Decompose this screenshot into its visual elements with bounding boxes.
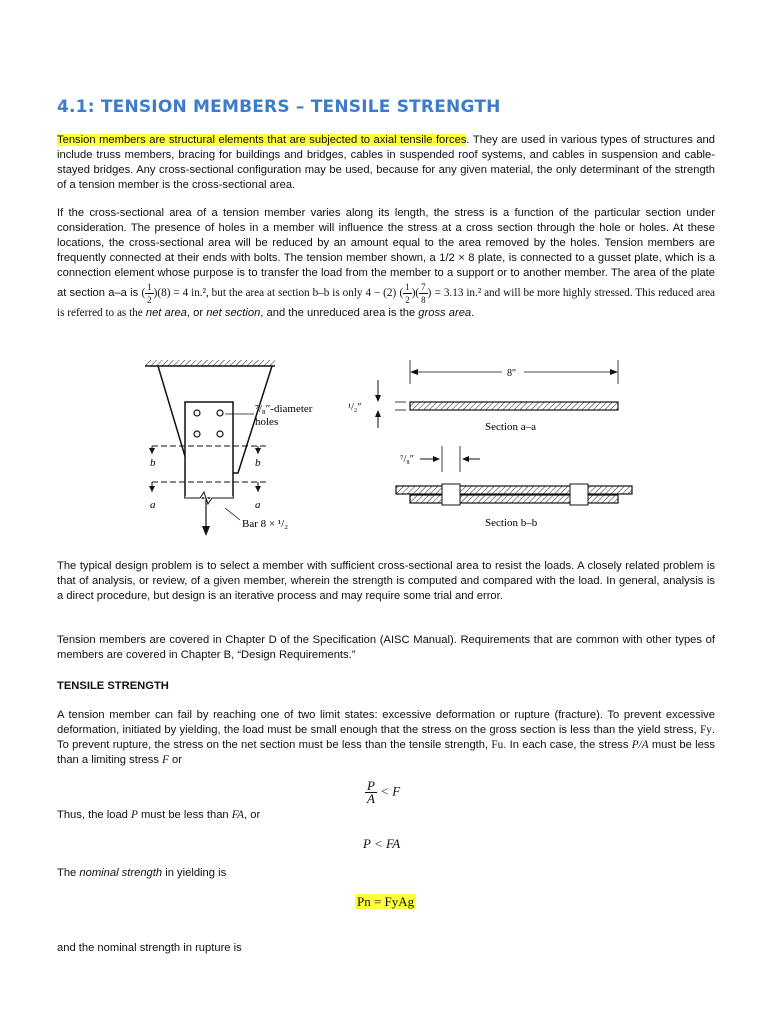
width-label: 8″ — [507, 368, 517, 379]
paragraph-yielding: The nominal strength in yielding is — [57, 867, 227, 879]
paragraph-design-problem: The typical design problem is to select a member with sufficient cross-sectional area to resist the loads. A closely related problem is that of analysis, or review, of a given member, wherein the strength is computed and compared with the load. In general, analysis is a direct procedure, but design is an iterative process and may require some trial and error. — [57, 560, 715, 602]
hole-label: ⁷/₈″-diameter — [255, 403, 313, 415]
bolt-hole-section — [442, 484, 460, 505]
tension-bar — [185, 402, 233, 498]
ceiling-support — [145, 360, 275, 366]
hole-dimension-label: ⁷/₈″ — [400, 454, 414, 465]
section-aa-caption: Section a–a — [485, 421, 537, 433]
paragraph-rupture: and the nominal strength in rupture is — [57, 942, 242, 954]
svg-text:b: b — [255, 457, 261, 469]
svg-text:b: b — [150, 457, 156, 469]
paragraph-load-limit: Thus, the load P must be less than FA, or — [57, 809, 261, 821]
bolt-hole-section — [570, 484, 588, 505]
bar-label: Bar 8 × ¹/₂ — [242, 518, 289, 530]
equation-nominal-yield: Pn = FyAg — [357, 894, 415, 909]
thickness-label: ¹/₂″ — [348, 402, 362, 413]
svg-text:a: a — [150, 499, 156, 511]
gusset-plate-section — [396, 486, 632, 494]
section-aa-plate — [410, 402, 618, 410]
equation-load-limit: P < FA — [363, 836, 401, 851]
fraction-product: ( $\frac{1}{2}$ )( $\frac{7}{8}$ ) — [399, 282, 432, 305]
paragraph-intro: Tension members are structural elements that are subjected to axial tensile forces. They are used in various types of structures and include truss members, bracing for buildings and bridges, cables in suspended roof systems, and cables in suspension and cable-stayed bridges. Any cross-sectional configuration may be used, because for any given material, the only determinant of the strength of a tension member is the cross-sectional area. — [57, 134, 715, 191]
svg-text:a: a — [255, 499, 261, 511]
paragraph-specification: Tension members are covered in Chapter D of the Specification (AISC Manual). Requirements that are common with other types of members are covered in Chapter B, “Design Requirements.” — [57, 634, 715, 661]
paragraph-limit-states: A tension member can fail by reaching one of two limit states: excessive deformation or rupture (fracture). To prevent excessive deformation, initiated by yielding, the load must be small enough that the stress on the gross section is less than the yield stress, Fy. To prevent rupture, the stress on the net section must be less than the tensile strength, Fu. In each case, the stress P/A must be less than a limiting stress F or — [57, 709, 716, 766]
hole-label: holes — [255, 416, 279, 428]
section-heading: 4.1: TENSION MEMBERS – TENSILE STRENGTH — [57, 97, 501, 117]
section-bb-caption: Section b–b — [485, 517, 538, 529]
subheading-tensile-strength: TENSILE STRENGTH — [57, 680, 169, 692]
tension-member-figure — [130, 358, 640, 538]
equation-stress-limit: $\frac{P}{A}$ < F — [367, 778, 401, 806]
half-fraction: ( $\frac{1}{2}$ ) — [141, 282, 158, 305]
paragraph-net-area: If the cross-sectional area of a tension member varies along its length, the stress is a function of the particular section under consideration. The presence of holes in a member will influence the stress at a cross section through the hole or holes. At these locations, the cross-sectional area will be reduced by an amount equal to the area removed by the holes. Tension members are frequently connected at their ends with bolts. The tension member shown, a 1/2 × 8 plate, is connected to a gusset plate, which is a connection element whose purpose is to transfer the load from the member to a support or to another member. The area of the plate at section a–a is ( $\frac{1}{2}$ )(8) = 4 in.², but the area at section b–b is only 4 − (2) ( $\frac{1}{2}$ )( $\frac{7}{8}$ ) = 3.13 in.² and will be more highly stressed. This reduced area is referred to as the net area, or net section, and the unreduced area is the gross area. — [57, 207, 716, 319]
highlighted-definition: Tension members are structural elements that are subjected to axial tensile forces — [57, 134, 467, 146]
